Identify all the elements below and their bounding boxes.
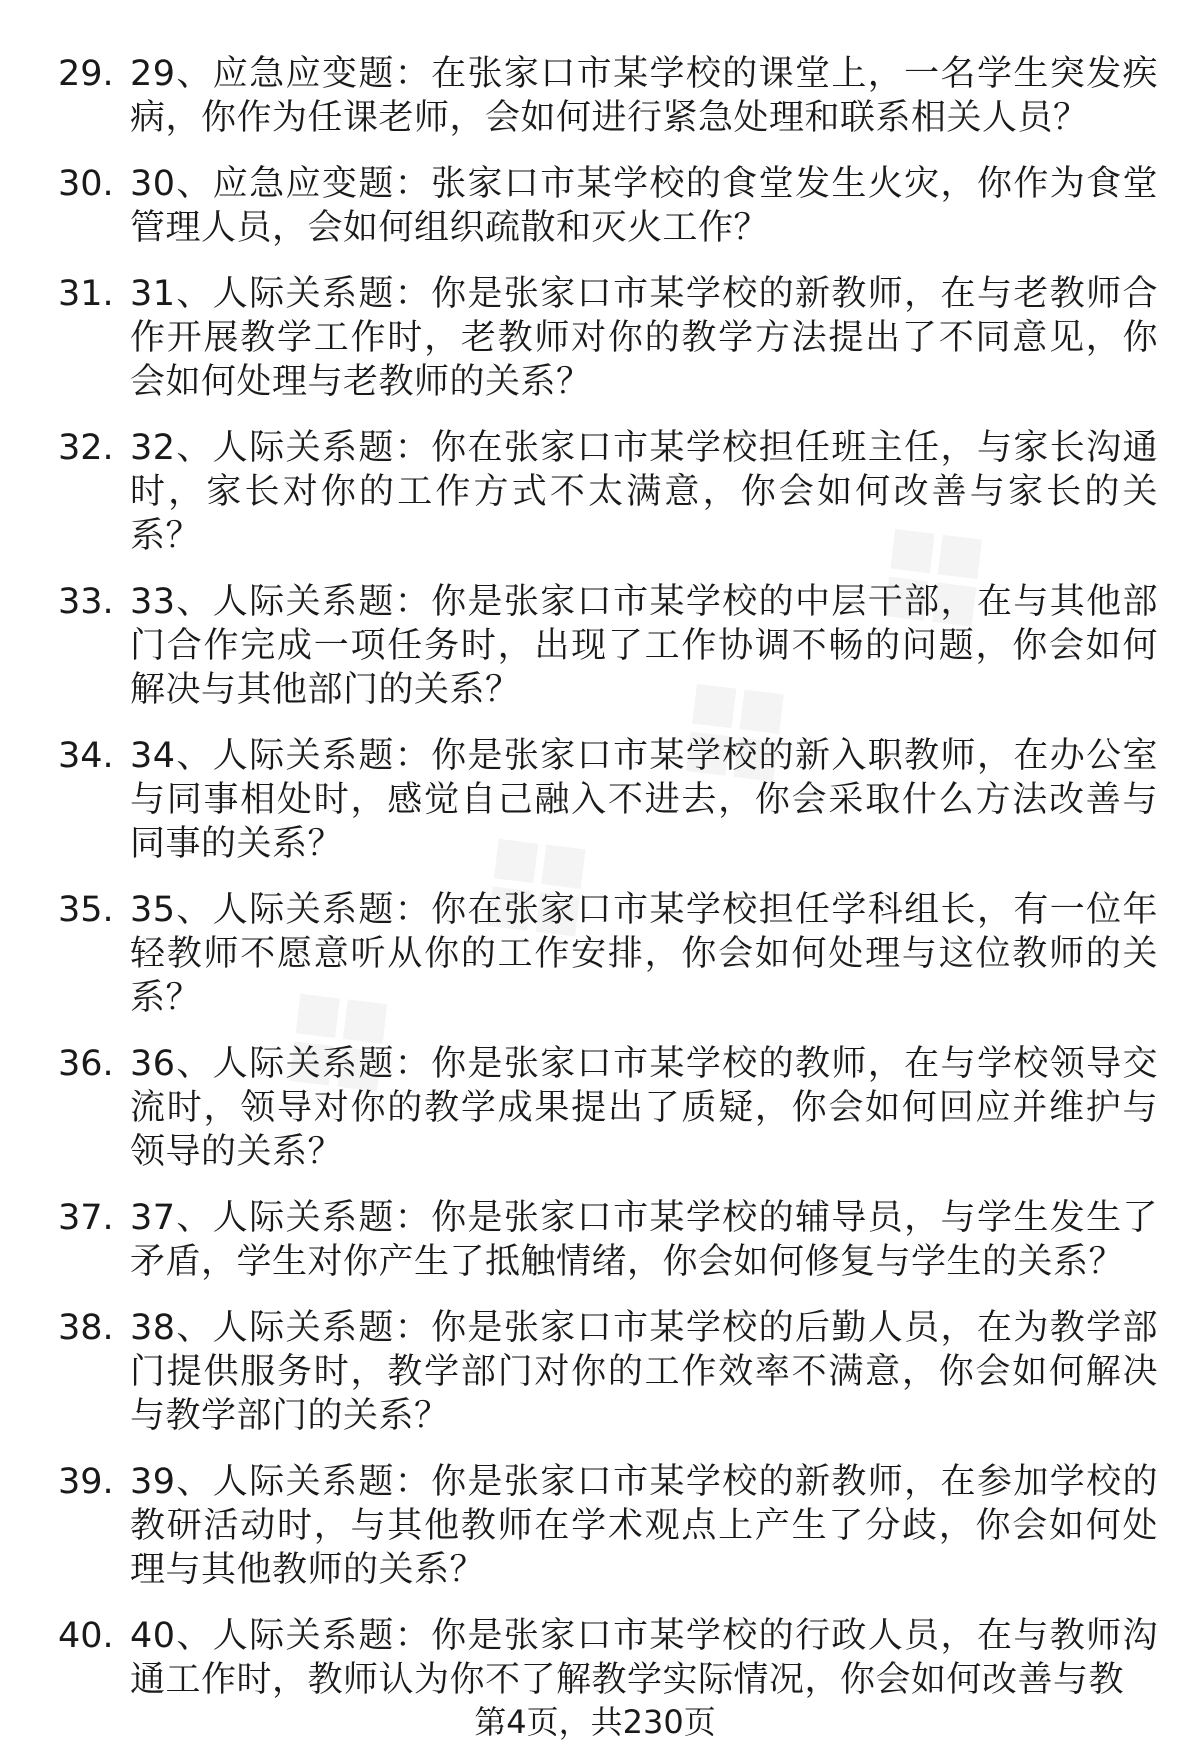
question-text: 34、人际关系题：你是张家口市某学校的新入职教师，在办公室与同事相处时，感觉自己融入不进去，你会采取什么方法改善与同事的关系？ <box>130 736 1158 864</box>
list-item <box>58 888 1158 1020</box>
question-text: 30、应急应变题：张家口市某学校的食堂发生火灾，你作为食堂管理人员，会如何组织疏散和灭火工作？ <box>130 164 1158 248</box>
list-item <box>58 1042 1158 1174</box>
question-number: 35. <box>58 890 114 930</box>
question-text: 38、人际关系题：你是张家口市某学校的后勤人员，在为教学部门提供服务时，教学部门对你的工作效率不满意，你会如何解决与教学部门的关系？ <box>130 1308 1158 1436</box>
question-text: 29、应急应变题：在张家口市某学校的课堂上，一名学生突发疾病，你作为任课老师，会如何进行紧急处理和联系相关人员？ <box>130 54 1158 138</box>
question-number: 36. <box>58 1044 114 1084</box>
question-text: 32、人际关系题：你在张家口市某学校担任班主任，与家长沟通时，家长对你的工作方式不太满意，你会如何改善与家长的关系？ <box>130 428 1158 556</box>
list-item <box>58 1306 1158 1438</box>
list-item <box>58 1614 1158 1702</box>
question-number: 31. <box>58 274 114 314</box>
question-text: 35、人际关系题：你在张家口市某学校担任学科组长，有一位年轻教师不愿意听从你的工作安排，你会如何处理与这位教师的关系？ <box>130 890 1158 1018</box>
question-number: 30. <box>58 164 114 204</box>
question-text: 36、人际关系题：你是张家口市某学校的教师，在与学校领导交流时，领导对你的教学成果提出了质疑，你会如何回应并维护与领导的关系？ <box>130 1044 1158 1172</box>
question-number: 33. <box>58 582 114 622</box>
page-footer: 第4页，共230页 <box>474 1703 716 1741</box>
question-text: 39、人际关系题：你是张家口市某学校的新教师，在参加学校的教研活动时，与其他教师在学术观点上产生了分歧，你会如何处理与其他教师的关系？ <box>130 1462 1158 1590</box>
question-number: 29. <box>58 54 114 94</box>
list-item <box>58 1196 1158 1284</box>
list-item <box>58 52 1158 140</box>
question-list <box>58 52 1158 1724</box>
question-number: 39. <box>58 1462 114 1502</box>
question-number: 38. <box>58 1308 114 1348</box>
list-item <box>58 272 1158 404</box>
question-number: 40. <box>58 1616 114 1656</box>
list-item <box>58 734 1158 866</box>
question-number: 32. <box>58 428 114 468</box>
list-item <box>58 580 1158 712</box>
question-number: 34. <box>58 736 114 776</box>
question-text: 40、人际关系题：你是张家口市某学校的行政人员，在与教师沟通工作时，教师认为你不了解教学实际情况，你会如何改善与教 <box>130 1616 1158 1700</box>
question-number: 37. <box>58 1198 114 1238</box>
question-text: 31、人际关系题：你是张家口市某学校的新教师，在与老教师合作开展教学工作时，老教师对你的教学方法提出了不同意见，你会如何处理与老教师的关系？ <box>130 274 1158 402</box>
list-item <box>58 426 1158 558</box>
list-item <box>58 1460 1158 1592</box>
question-text: 37、人际关系题：你是张家口市某学校的辅导员，与学生发生了矛盾，学生对你产生了抵触情绪，你会如何修复与学生的关系？ <box>130 1198 1158 1282</box>
question-text: 33、人际关系题：你是张家口市某学校的中层干部，在与其他部门合作完成一项任务时，出现了工作协调不畅的问题，你会如何解决与其他部门的关系？ <box>130 582 1158 710</box>
list-item <box>58 162 1158 250</box>
